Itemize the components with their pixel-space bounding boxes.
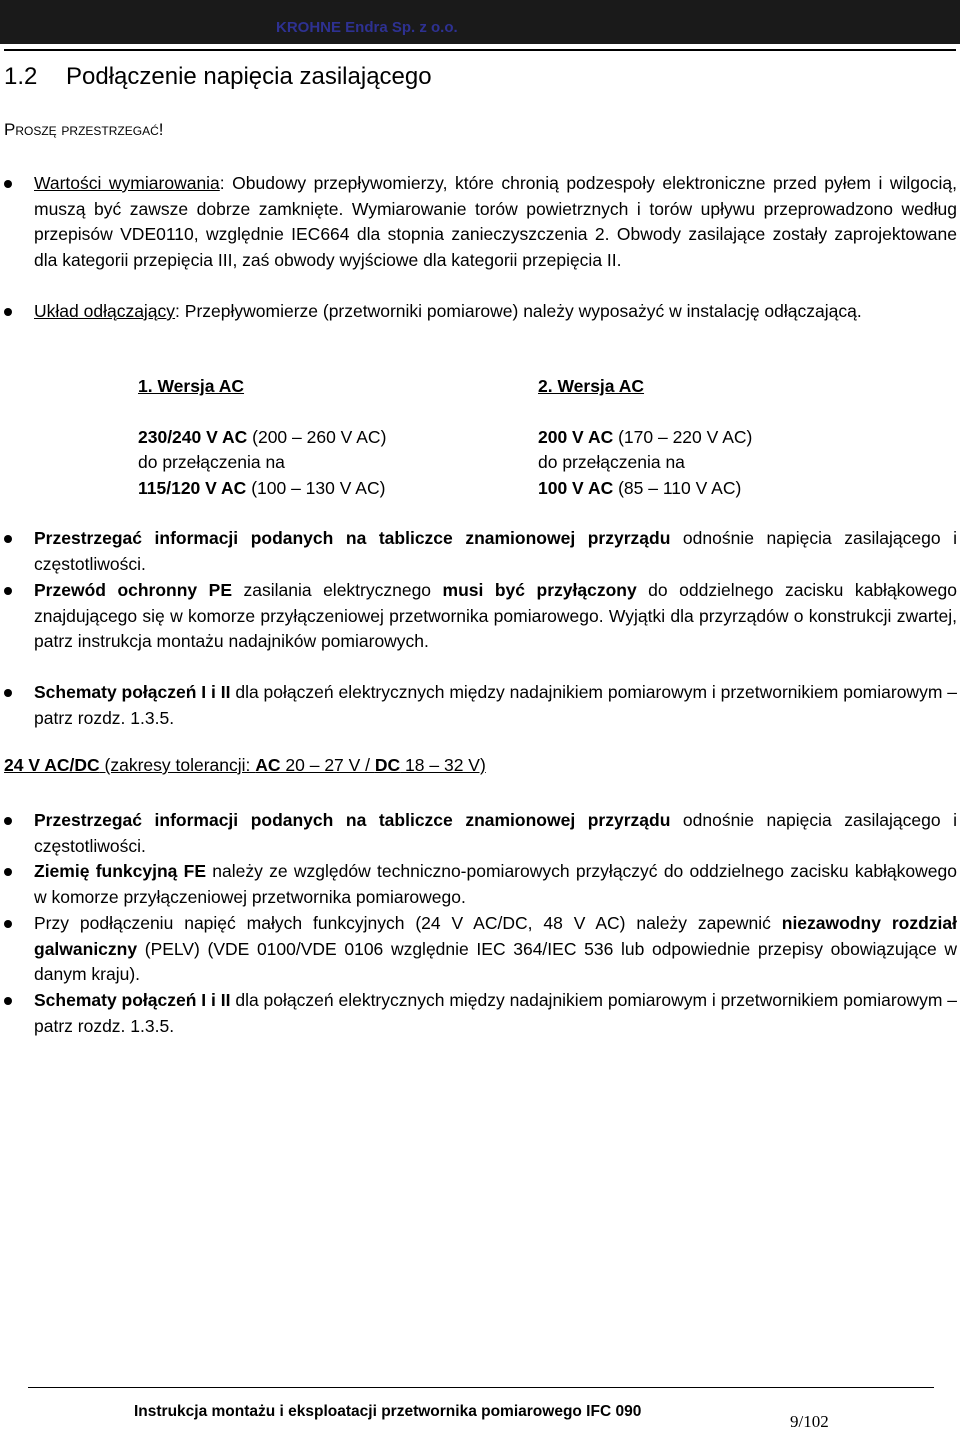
version-ac-2 bbox=[538, 374, 752, 501]
list-item-schemes bbox=[34, 680, 957, 731]
list-item-nameplate bbox=[34, 526, 957, 577]
voltage-alt-range: (85 – 110 V AC) bbox=[613, 477, 742, 498]
item-text: odnośnie napięcia zasilającego i częstotliwości. bbox=[34, 810, 957, 856]
version-ac-1 bbox=[138, 374, 386, 501]
item-bold: Przestrzegać informacji podanych na tabliczce znamionowej przyrządu bbox=[34, 528, 671, 548]
dc-voltage: 24 V AC/DC bbox=[4, 755, 100, 775]
voltage-main: 200 V AC bbox=[538, 426, 614, 447]
item-text: : Obudowy przepływomierzy, które chronią podzespoły elektroniczne przed pyłem i wilgocią, muszą być zawsze dobrze zamknięte. Wymiarowanie torów powietrznych i torów upływu przeprowadzono według przepisów VDE0110, względnie IEC664 dla stopnia zanieczyszczenia 2. Obwody zasilające zostały zaprojektowane dla kategorii przepięcia III, zaś obwody wyjściowe dla kategorii przepięcia II. bbox=[34, 173, 957, 270]
footer-rule bbox=[28, 1387, 934, 1388]
list-item-nameplate-dc bbox=[34, 808, 957, 859]
list-item-pelv bbox=[34, 911, 957, 988]
item-bold: niezawodny rozdział galwaniczny bbox=[34, 913, 957, 959]
section-heading bbox=[4, 63, 432, 91]
voltage-alt-range: (100 – 130 V AC) bbox=[246, 477, 386, 498]
voltage-alt: 115/120 V AC bbox=[138, 477, 247, 498]
item-text: odnośnie napięcia zasilającego i częstotliwości. bbox=[34, 528, 957, 574]
page-number: 9/102 bbox=[790, 1412, 829, 1431]
voltage-alt: 100 V AC bbox=[538, 477, 614, 498]
header-bar bbox=[0, 0, 960, 44]
item-text: zasilania elektrycznego bbox=[232, 580, 443, 600]
list-item-schemes-dc bbox=[34, 988, 957, 1039]
item-bold: Ziemię funkcyjną FE bbox=[34, 861, 207, 881]
version-title: 1. Wersja AC bbox=[138, 376, 245, 396]
bullet-dot bbox=[4, 180, 14, 190]
item-bold: musi być przyłączony bbox=[442, 580, 637, 600]
dc-text: 18 – 32 V) bbox=[400, 755, 486, 775]
bullet-dot bbox=[4, 587, 14, 597]
voltage-range: (200 – 260 V AC) bbox=[247, 426, 387, 447]
list-item-disconnect bbox=[34, 299, 957, 325]
bullet-dot bbox=[4, 997, 14, 1007]
item-text: dla połączeń elektrycznych między nadajnikiem pomiarowym i przetwornikiem pomiarowym – patrz rozdz. 1.3.5. bbox=[34, 990, 957, 1036]
dc-ac: AC bbox=[255, 755, 281, 775]
bullet-dot bbox=[4, 817, 14, 827]
bullet-dot bbox=[4, 868, 14, 878]
bullet-dot bbox=[4, 535, 14, 545]
item-lead: Układ odłączający bbox=[34, 301, 176, 321]
dc-version-title bbox=[4, 755, 486, 776]
item-bold: Przewód ochronny PE bbox=[34, 580, 232, 600]
section-title: Podłączenie napięcia zasilającego bbox=[66, 63, 432, 90]
item-bold: Przestrzegać informacji podanych na tabliczce znamionowej przyrządu bbox=[34, 810, 671, 830]
switch-note: do przełączenia na bbox=[538, 452, 685, 472]
version-title: 2. Wersja AC bbox=[538, 376, 645, 396]
notice-heading: Proszę przestrzegać! bbox=[4, 120, 164, 139]
dc-dc: DC bbox=[374, 755, 401, 775]
company-name: KROHNE Endra Sp. z o.o. bbox=[276, 19, 458, 36]
voltage-main: 230/240 V AC bbox=[138, 426, 248, 447]
bullet-dot bbox=[4, 308, 14, 318]
item-text: należy ze względów techniczno-pomiarowych przyłączyć do oddzielnego zacisku kabłąkowego w komorze przyłączeniowej przetwornika pomiarowego. bbox=[34, 861, 957, 907]
footer-title: Instrukcja montażu i eksploatacji przetwornika pomiarowego IFC 090 bbox=[134, 1403, 642, 1420]
item-text: (PELV) (VDE 0100/VDE 0106 względnie IEC 364/IEC 536 lub odpowiednie przepisy obowiązujące w danym kraju). bbox=[34, 938, 957, 984]
section-number: 1.2 bbox=[4, 63, 38, 90]
switch-note: do przełączenia na bbox=[138, 452, 285, 472]
bullet-dot bbox=[4, 920, 14, 930]
list-item-fe bbox=[34, 859, 957, 910]
item-text: Przy podłączeniu napięć małych funkcyjnych (24 V AC/DC, 48 V AC) należy zapewnić bbox=[34, 913, 782, 933]
item-bold: Schematy połączeń I i II bbox=[34, 990, 231, 1010]
item-lead: Wartości wymiarowania bbox=[34, 173, 220, 193]
item-text: do oddzielnego zacisku kabłąkowego znajdującego się w komorze przyłączeniowej przetwornika pomiarowego. Wyjątki dla przyrządów o konstrukcji zwartej, patrz instrukcja montażu nadajników pomiarowych. bbox=[34, 580, 957, 651]
item-text: : Przepływomierze (przetworniki pomiarowe) należy wyposażyć w instalację odłączającą. bbox=[175, 301, 862, 321]
bullet-dot bbox=[4, 689, 14, 699]
dc-text: 20 – 27 V / bbox=[280, 755, 375, 775]
item-text: dla połączeń elektrycznych między nadajnikiem pomiarowym i przetwornikiem pomiarowym – patrz rozdz. 1.3.5. bbox=[34, 682, 957, 728]
header-rule bbox=[4, 49, 956, 51]
voltage-range: (170 – 220 V AC) bbox=[613, 426, 753, 447]
list-item-pe bbox=[34, 578, 957, 655]
item-bold: Schematy połączeń I i II bbox=[34, 682, 231, 702]
list-item-dimensioning bbox=[34, 171, 957, 273]
dc-text: (zakresy tolerancji: bbox=[99, 755, 256, 775]
